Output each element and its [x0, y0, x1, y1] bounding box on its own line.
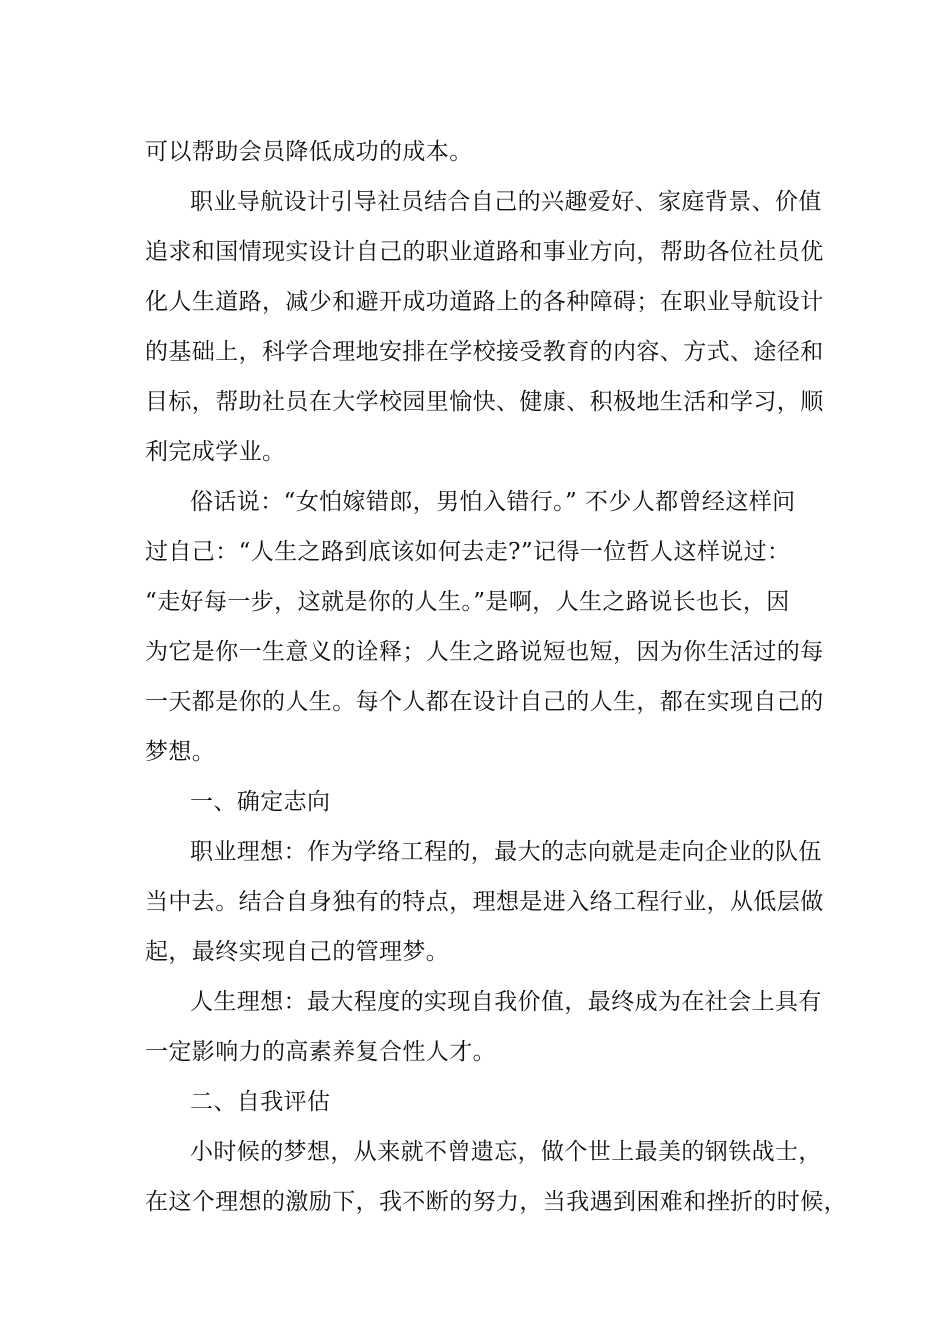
- text-line: 起，最终实现自己的管理梦。: [145, 939, 450, 965]
- text-line: 目标，帮助社员在大学校园里愉快、健康、积极地生活和学习，顺: [145, 389, 824, 415]
- text-line: 追求和国情现实设计自己的职业道路和事业方向，帮助各位社员优: [145, 239, 824, 265]
- text-line: “走好每一步，这就是你的人生。”是啊，人生之路说长也长，因: [145, 589, 790, 615]
- text-line: 利完成学业。: [145, 439, 286, 465]
- text-line: 俗话说：“女怕嫁错郎，男怕入错行。” 不少人都曾经这样问: [190, 489, 796, 515]
- text-line: 一定影响力的高素养复合性人才。: [145, 1039, 496, 1065]
- text-line: 可以帮助会员降低成功的成本。: [145, 139, 473, 165]
- text-line: 的基础上，科学合理地安排在学校接受教育的内容、方式、途径和: [145, 339, 824, 365]
- section-heading: 二、自我评估: [190, 1089, 331, 1115]
- text-line: 一天都是你的人生。每个人都在设计自己的人生，都在实现自己的: [145, 689, 824, 715]
- text-line: 人生理想：最大程度的实现自我价值，最终成为在社会上具有: [190, 989, 822, 1015]
- text-line: 在这个理想的激励下，我不断的努力，当我遇到困难和挫折的时候，: [145, 1189, 847, 1215]
- text-line: 职业导航设计引导社员结合自己的兴趣爱好、家庭背景、价值: [190, 189, 822, 215]
- section-heading: 一、确定志向: [190, 789, 331, 815]
- text-line: 化人生道路，减少和避开成功道路上的各种障碍；在职业导航设计: [145, 289, 824, 315]
- text-line: 小时候的梦想，从来就不曾遗忘，做个世上最美的钢铁战士，: [190, 1139, 822, 1165]
- text-line: 当中去。结合自身独有的特点，理想是进入络工程行业，从低层做: [145, 889, 824, 915]
- text-line: 为它是你一生意义的诠释；人生之路说短也短，因为你生活过的每: [145, 639, 824, 665]
- text-line: 过自己：“人生之路到底该如何去走?”记得一位哲人这样说过：: [145, 539, 791, 565]
- text-line: 梦想。: [145, 739, 216, 765]
- text-line: 职业理想：作为学络工程的，最大的志向就是走向企业的队伍: [190, 839, 822, 865]
